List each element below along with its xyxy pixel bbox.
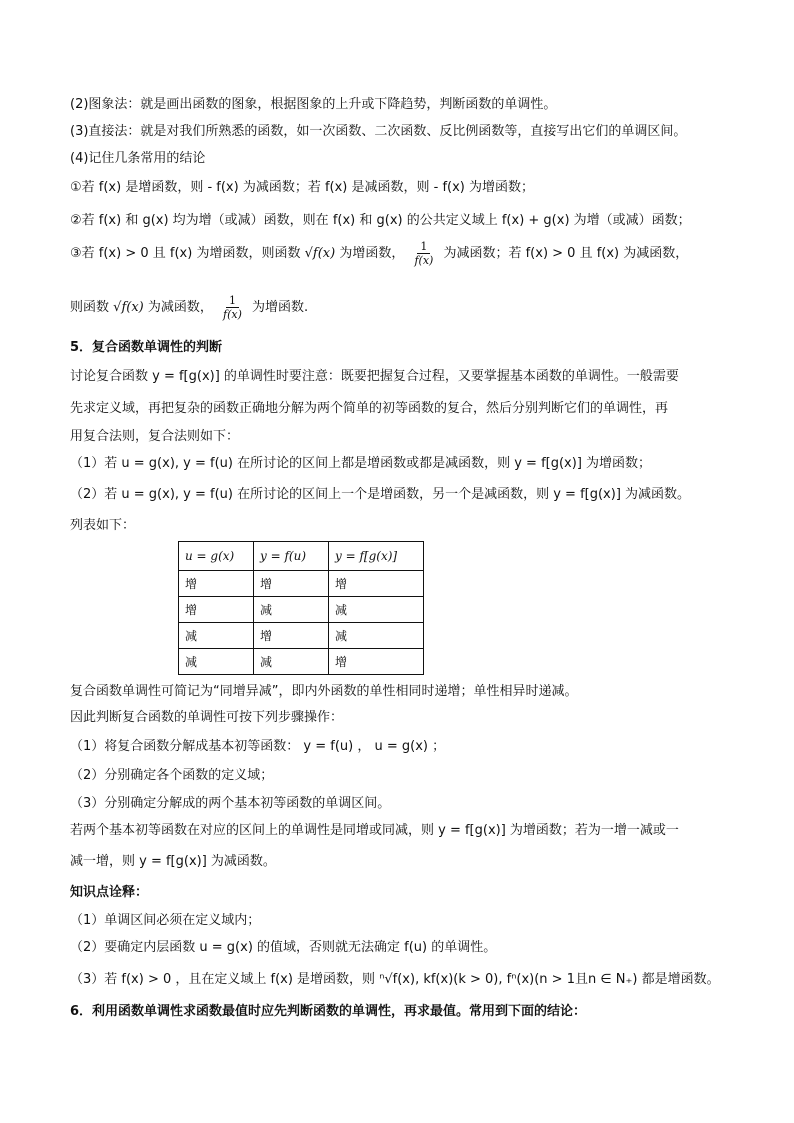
table-cell: 减 <box>254 649 329 675</box>
table-cell: 减 <box>254 597 329 623</box>
table-cell: 减 <box>329 597 424 623</box>
table-cell: 增 <box>329 571 424 597</box>
table-header-cell: y = f[g(x)] <box>329 542 424 571</box>
table-header-cell: y = f(u) <box>254 542 329 571</box>
conclusion-3-cont-c: 为减函数， <box>147 300 213 315</box>
table-row <box>179 571 424 597</box>
conclusion-3-cont-d: 为增函数. <box>252 300 309 315</box>
text-conclusion-3 <box>70 240 688 267</box>
table-header-cell: u = g(x) <box>179 542 254 571</box>
fraction-denominator: f(x) <box>414 254 434 267</box>
table-cell: 增 <box>179 597 254 623</box>
text-rule-2: （2）若 u = g(x), y = f(u) 在所讨论的区间上一个是增函数，另一个是减函数，则 y = f[g(x)] 为减函数。 <box>70 487 691 502</box>
text-step-1: （1）将复合函数分解成基本初等函数： y = f(u) ， u = g(x) ； <box>70 739 446 754</box>
table-cell: 增 <box>254 623 329 649</box>
fraction-numerator: 1 <box>226 294 239 308</box>
table-cell: 增 <box>254 571 329 597</box>
table-cell: 减 <box>179 623 254 649</box>
text-conclusion-rule-2: 减一增，则 y = f[g(x)] 为减函数。 <box>70 854 276 869</box>
table-row <box>179 649 424 675</box>
text-remember-conclusions: (4)记住几条常用的结论 <box>70 151 206 166</box>
table-header-row <box>179 542 424 571</box>
conclusion-3-part-a: ③若 f(x) > 0 且 f(x) 为增函数，则函数 <box>70 246 301 261</box>
text-conclusion-rule: 若两个基本初等函数在对应的区间上的单调性是同增或同减，则 y = f[g(x)] 为增函数；若为一增一减或一 <box>70 823 679 838</box>
reciprocal-fraction <box>411 240 436 267</box>
text-composite-intro-3: 用复合法则，复合法则如下： <box>70 429 240 444</box>
text-graph-method: (2)图象法：就是画出函数的图象，根据图象的上升或下降趋势，判断函数的单调性。 <box>70 97 557 112</box>
table-cell: 减 <box>329 623 424 649</box>
sqrt-expression: √f(x) <box>113 300 144 315</box>
table-row <box>179 623 424 649</box>
text-direct-method: (3)直接法：就是对我们所熟悉的函数，如一次函数、二次函数、反比例函数等，直接写出它们的单调区间。 <box>70 124 687 139</box>
text-note-1: （1）单调区间必须在定义域内； <box>70 913 261 928</box>
text-same-increase-rule: 复合函数单调性可简记为“同增异减”，即内外函数的单性相同时递增；单性相异时递减。 <box>70 684 578 699</box>
notes-heading: 知识点诠释： <box>70 885 149 900</box>
sqrt-expression: √f(x) <box>304 246 336 261</box>
text-note-2: （2）要确定内层函数 u = g(x) 的值域，否则就无法确定 f(u) 的单调性。 <box>70 940 497 955</box>
conclusion-3-part-d: 为减函数；若 f(x) > 0 且 f(x) 为减函数， <box>443 246 689 261</box>
section-5-heading: 5．复合函数单调性的判断 <box>70 340 223 355</box>
text-step-3: （3）分别确定分解成的两个基本初等函数的单调区间。 <box>70 796 391 811</box>
fraction-numerator: 1 <box>417 240 430 254</box>
text-steps-intro: 因此判断复合函数的单调性可按下列步骤操作： <box>70 710 344 725</box>
conclusion-3-cont-a: 则函数 <box>70 300 110 315</box>
text-table-intro: 列表如下： <box>70 518 136 533</box>
composite-monotonicity-table <box>178 541 424 675</box>
table-cell: 增 <box>179 571 254 597</box>
section-6-heading: 6．利用函数单调性求函数最值时应先判断函数的单调性，再求最值。常用到下面的结论： <box>70 1004 587 1019</box>
text-conclusion-3-cont <box>70 294 308 321</box>
text-composite-intro-2: 先求定义域，再把复杂的函数正确地分解为两个简单的初等函数的复合，然后分别判断它们的单调性，再 <box>70 401 669 416</box>
text-rule-1: （1）若 u = g(x), y = f(u) 在所讨论的区间上都是增函数或都是减函数，则 y = f[g(x)] 为增函数； <box>70 456 652 471</box>
text-composite-intro: 讨论复合函数 y = f[g(x)] 的单调性时要注意：既要把握复合过程，又要掌握基本函数的单调性。一般需要 <box>70 369 679 384</box>
table-cell: 增 <box>329 649 424 675</box>
reciprocal-fraction <box>220 294 245 321</box>
conclusion-3-part-c: 为增函数， <box>339 246 405 261</box>
text-conclusion-2: ②若 f(x) 和 g(x) 均为增（或减）函数，则在 f(x) 和 g(x) 的公共定义域上 f(x) + g(x) 为增（或减）函数； <box>70 213 691 228</box>
table-row <box>179 597 424 623</box>
text-step-2: （2）分别确定各个函数的定义域； <box>70 768 274 783</box>
table-cell: 减 <box>179 649 254 675</box>
text-note-3: （3）若 f(x) > 0 ，且在定义域上 f(x) 是增函数，则 ⁿ√f(x), kf(x)(k > 0), fⁿ(x)(n > 1且n ∈ N₊) 都是增函数。 <box>70 972 720 987</box>
text-conclusion-1: ①若 f(x) 是增函数，则 - f(x) 为减函数；若 f(x) 是减函数，则 - f(x) 为增函数； <box>70 180 535 195</box>
fraction-denominator: f(x) <box>223 308 242 321</box>
